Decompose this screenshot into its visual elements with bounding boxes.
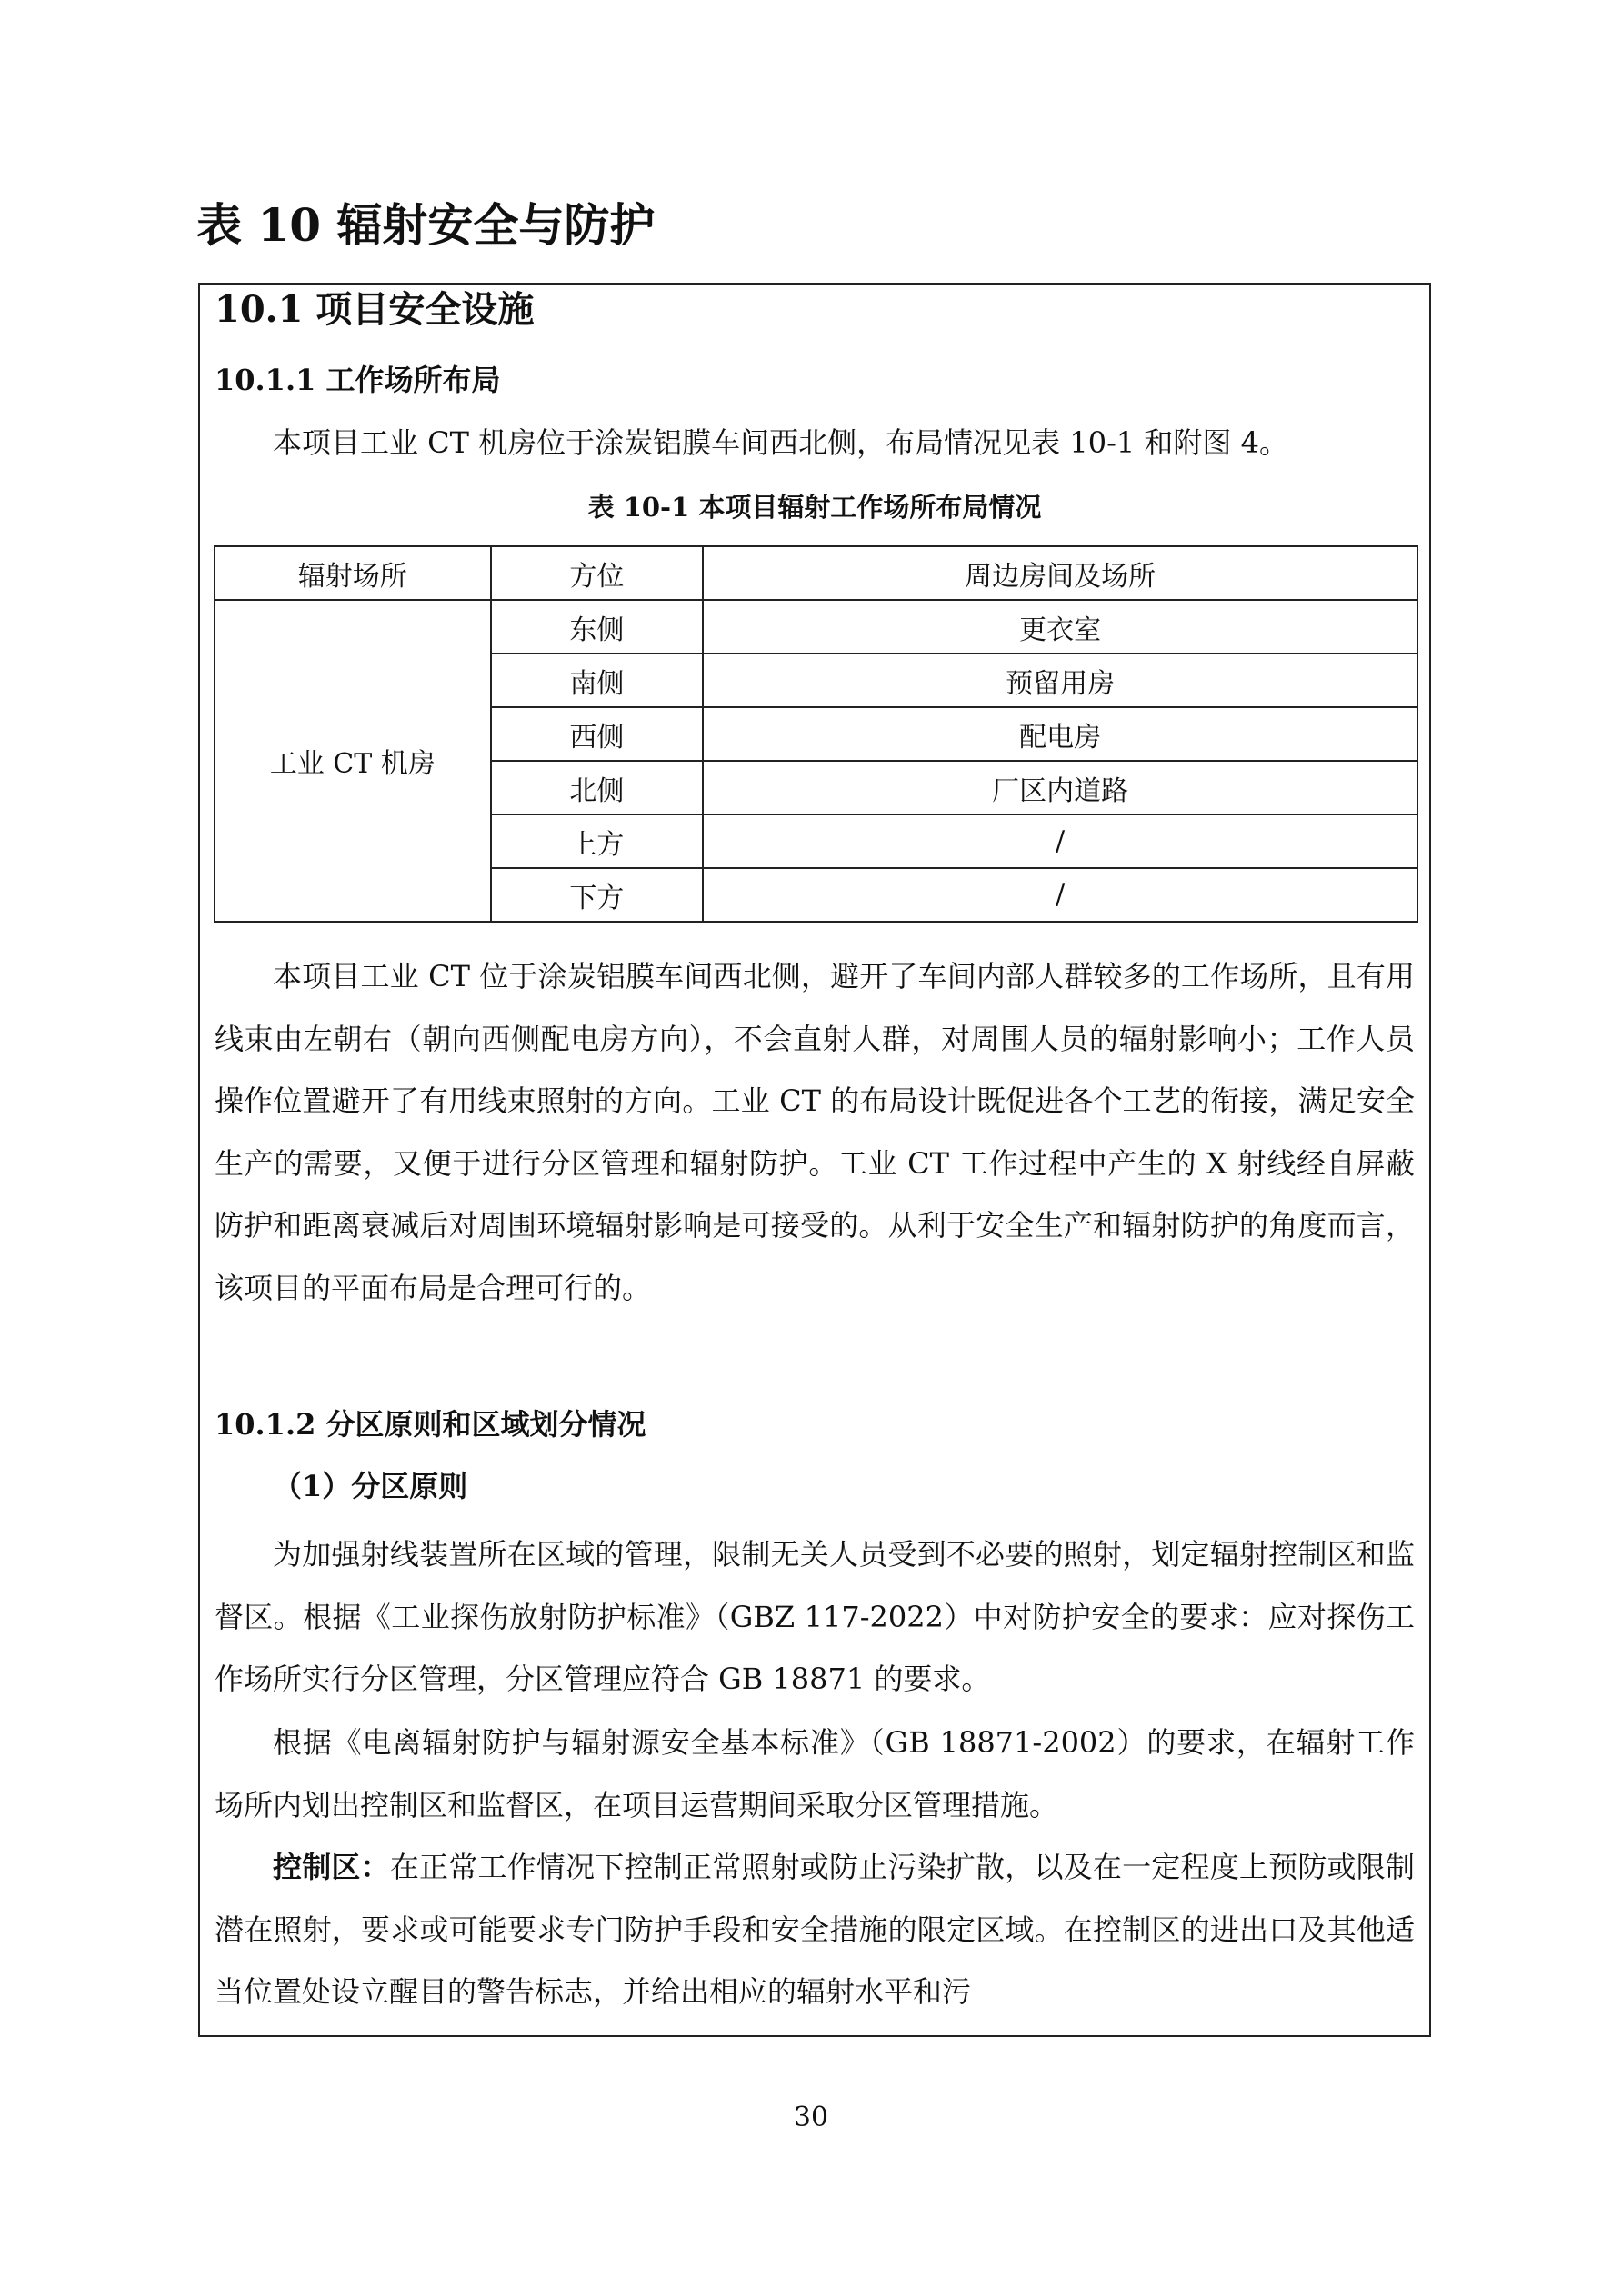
principle-heading: （1）分区原则 xyxy=(273,1469,468,1503)
direction-cell: 西侧 xyxy=(491,707,704,761)
table-row xyxy=(215,600,1417,654)
surroundings-cell: / xyxy=(703,814,1417,868)
intro-paragraph: 本项目工业 CT 机房位于涂炭铝膜车间西北侧，布局情况见表 10-1 和附图 4。 xyxy=(273,425,1288,460)
surroundings-cell: 配电房 xyxy=(703,707,1417,761)
surroundings-cell: 厂区内道路 xyxy=(703,761,1417,814)
principle-paragraph-1: 为加强射线装置所在区域的管理，限制无关人员受到不必要的照射，划定辐射控制区和监督区。根据《工业探伤放射防护标准》（GBZ 117-2022）中对防护安全的要求：应对探伤工作场所实行分区管理，分区管理应符合 GB 18871 的要求。 xyxy=(215,1537,1415,1696)
document-title: 表 10 辐射安全与防护 xyxy=(196,198,656,252)
direction-cell: 东侧 xyxy=(491,600,704,654)
section-title: 10.1 项目安全设施 xyxy=(215,288,535,331)
direction-cell: 下方 xyxy=(491,868,704,922)
direction-cell: 北侧 xyxy=(491,761,704,814)
header-direction: 方位 xyxy=(491,546,704,600)
principle-paragraph-2: 根据《电离辐射防护与辐射源安全基本标准》（GB 18871-2002）的要求，在辐射工作场所内划出控制区和监督区，在项目运营期间采取分区管理措施。 xyxy=(215,1725,1415,1822)
direction-cell: 上方 xyxy=(491,814,704,868)
header-surroundings: 周边房间及场所 xyxy=(703,546,1417,600)
direction-cell: 南侧 xyxy=(491,654,704,707)
table-caption: 表 10-1 本项目辐射工作场所布局情况 xyxy=(587,492,1042,523)
table-header-row xyxy=(215,546,1417,600)
layout-paragraph: 本项目工业 CT 位于涂炭铝膜车间西北侧，避开了车间内部人群较多的工作场所，且有用线束由左朝右（朝向西侧配电房方向），不会直射人群，对周围人员的辐射影响小；工作人员操作位置避开了有用线束照射的方向。工业 CT 的布局设计既促进各个工艺的衔接，满足安全生产的需要，又便于进行分区管理和辐射防护。工业 CT 工作过程中产生的 X 射线经自屏蔽防护和距离衰减后对周围环境辐射影响是可接受的。从利于安全生产和辐射防护的角度而言，该项目的平面布局是合理可行的。 xyxy=(215,959,1415,1305)
control-zone-label: 控制区： xyxy=(273,1850,390,1884)
surroundings-cell: 更衣室 xyxy=(703,600,1417,654)
header-site: 辐射场所 xyxy=(215,546,491,600)
workplace-layout-table xyxy=(214,545,1418,923)
subsection-title-zoning: 10.1.2 分区原则和区域划分情况 xyxy=(215,1407,646,1442)
surroundings-cell: / xyxy=(703,868,1417,922)
page-number: 30 xyxy=(793,2101,829,2133)
subsection-title-layout: 10.1.1 工作场所布局 xyxy=(215,363,501,397)
control-zone-paragraph xyxy=(215,1836,1415,2023)
control-zone-text: 在正常工作情况下控制正常照射或防止污染扩散，以及在一定程度上预防或限制潜在照射，要求或可能要求专门防护手段和安全措施的限定区域。在控制区的进出口及其他适当位置处设立醒目的警告标志，并给出相应的辐射水平和污 xyxy=(215,1850,1415,2009)
site-cell: 工业 CT 机房 xyxy=(215,600,491,922)
surroundings-cell: 预留用房 xyxy=(703,654,1417,707)
